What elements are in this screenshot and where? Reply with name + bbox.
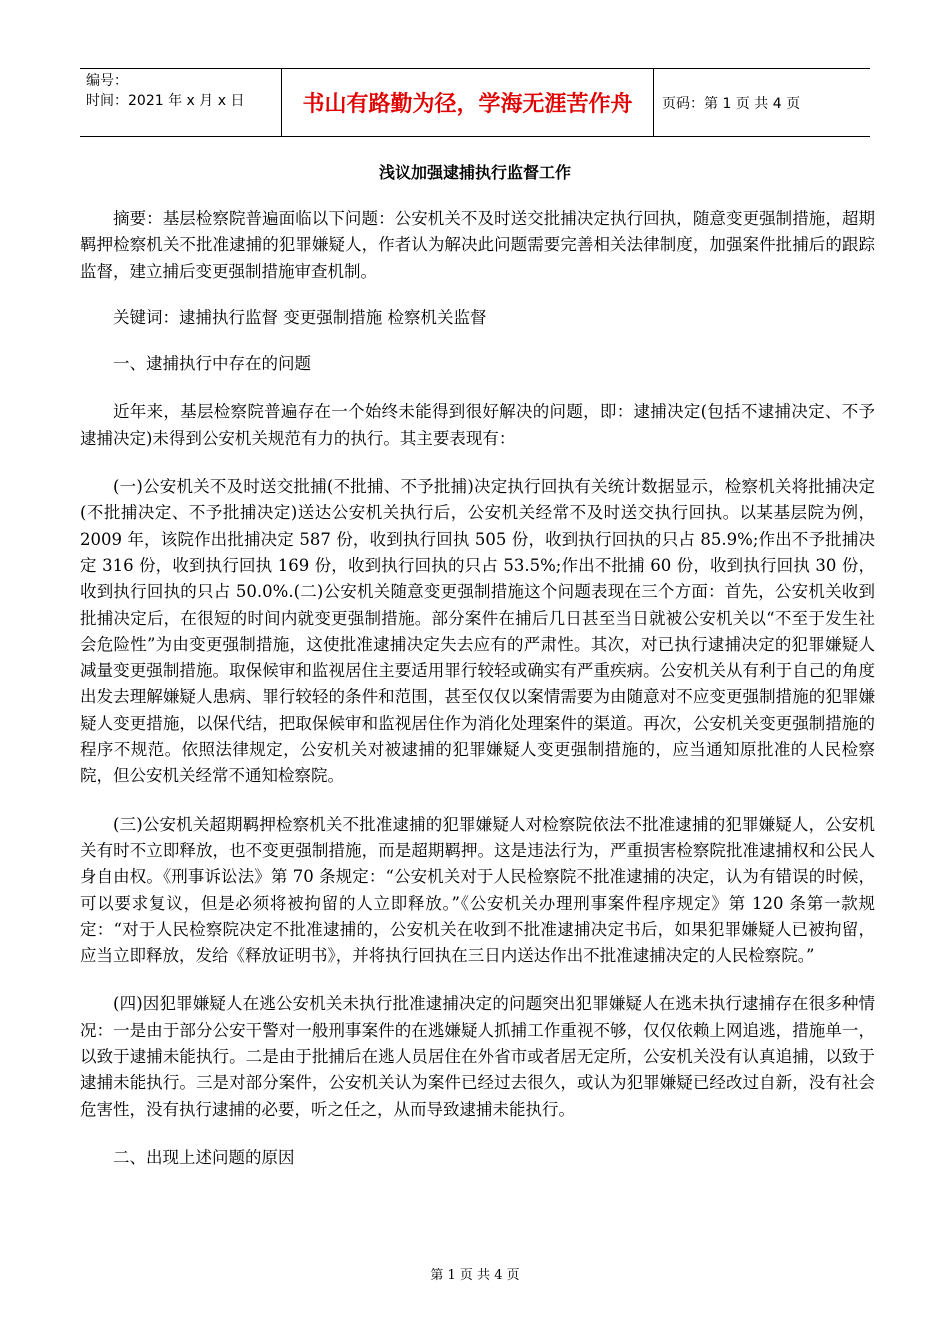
abstract-paragraph: 摘要：基层检察院普遍面临以下问题：公安机关不及时送交批捕决定执行回执，随意变更强制措施，超期羁押检察机关不批准逮捕的犯罪嫌疑人，作者认为解决此问题需要完善相关法律制度，加强案件批捕后的跟踪监督，建立捕后变更强制措施审查机制。 [80, 209, 875, 281]
keywords-paragraph: 关键词：逮捕执行监督 变更强制措施 检察机关监督 [113, 307, 487, 327]
paragraph-1: (一)公安机关不及时送交批捕(不批捕、不予批捕)决定执行回执有关统计数据显示，检察机关将批捕决定(不批捕决定、不予批捕决定)送达公安机关执行后，公安机关经常不及时送交执行回执。以某基层院为例，2009 年，该院作出批捕决定 587 份，收到执行回执 505 份，收到执行回执的只占 85.9%;作出不予批捕决定 316 份，收到执行回执 169 份，收到执行回执的只占 53.5%;作出不批捕 60 份，收到执行回执 30 份，收到执行回执的只占 50.0%.(二)公安机关随意变更强制措施这个问题表现在三个方面：首先，公安机关收到批捕决定后，在很短的时间内就变更强制措施。部分案件在捕后几日甚至当日就被公安机关以“不至于发生社会危险性”为由变更强制措施，这使批准逮捕决定失去应有的严肃性。其次，对已执行逮捕决定的犯罪嫌疑人减量变更强制措施。取保候审和监视居住主要适用罪行较轻或确实有严重疾病。公安机关从有利于自己的角度出发去理解嫌疑人患病、罪行较轻的条件和范围，甚至仅仅以案情需要为由随意对不应变更强制措施的犯罪嫌疑人变更措施，以保代结，把取保候审和监视居住作为消化处理案件的渠道。再次，公安机关变更强制措施的程序不规范。依照法律规定，公安机关对被逮捕的犯罪嫌疑人变更强制措施的，应当通知原批准的人民检察院，但公安机关经常不通知检察院。 [80, 477, 875, 786]
date-label: 时间：2021 年 x 月 x 日 [86, 93, 245, 109]
page-indicator: 页码：第 1 页 共 4 页 [662, 95, 801, 112]
body-text [80, 206, 875, 1171]
section-heading-2: 二、出现上述问题的原因 [113, 1147, 295, 1167]
page-title: 浅议加强逮捕执行监督工作 [378, 163, 571, 182]
paragraph-2: (三)公安机关超期羁押检察机关不批准逮捕的犯罪嫌疑人对检察院依法不批准逮捕的犯罪嫌疑人，公安机关有时不立即释放，也不变更强制措施，而是超期羁押。这是违法行为，严重损害检察院批准逮捕权和公民人身自由权。《刑事诉讼法》第 70 条规定：“公安机关对于人民检察院不批准逮捕的决定，认为有错误的时候，可以要求复议，但是必须将被拘留的人立即释放。”《公安机关办理刑事案件程序规定》第 120 条第一款规定：“对于人民检察院决定不批准逮捕的，公安机关在收到不批准逮捕决定书后，如果犯罪嫌疑人已被拘留，应当立即释放，发给《释放证明书》，并将执行回执在三日内送达作出不批准逮捕决定的人民检察院。” [80, 814, 875, 966]
paragraph-3: (四)因犯罪嫌疑人在逃公安机关未执行批准逮捕决定的问题突出犯罪嫌疑人在逃未执行逮捕存在很多种情况：一是由于部分公安干警对一般刑事案件的在逃嫌疑人抓捕工作重视不够，仅仅依赖上网追逃，措施单一，以致于逮捕未能执行。二是由于批捕后在逃人员居住在外省市或者居无定所，公安机关没有认真追捕，以致于逮捕未能执行。三是对部分案件，公安机关认为案件已经过去很久，或认为犯罪嫌疑已经改过自新，没有社会危害性，没有执行逮捕的必要，听之任之，从而导致逮捕未能执行。 [80, 994, 875, 1119]
header-table [80, 68, 870, 137]
number-label: 编号： [86, 73, 128, 89]
intro-paragraph: 近年来，基层检察院普遍存在一个始终未能得到很好解决的问题，即：逮捕决定(包括不逮捕决定、不予逮捕决定)未得到公安机关规范有力的执行。其主要表现有： [80, 402, 875, 448]
header-left-cell [80, 69, 282, 136]
section-heading-1: 一、逮捕执行中存在的问题 [113, 354, 311, 374]
header-motto: 书山有路勤为径，学海无涯苦作舟 [282, 69, 654, 136]
page-footer: 第 1 页 共 4 页 [430, 1268, 520, 1283]
